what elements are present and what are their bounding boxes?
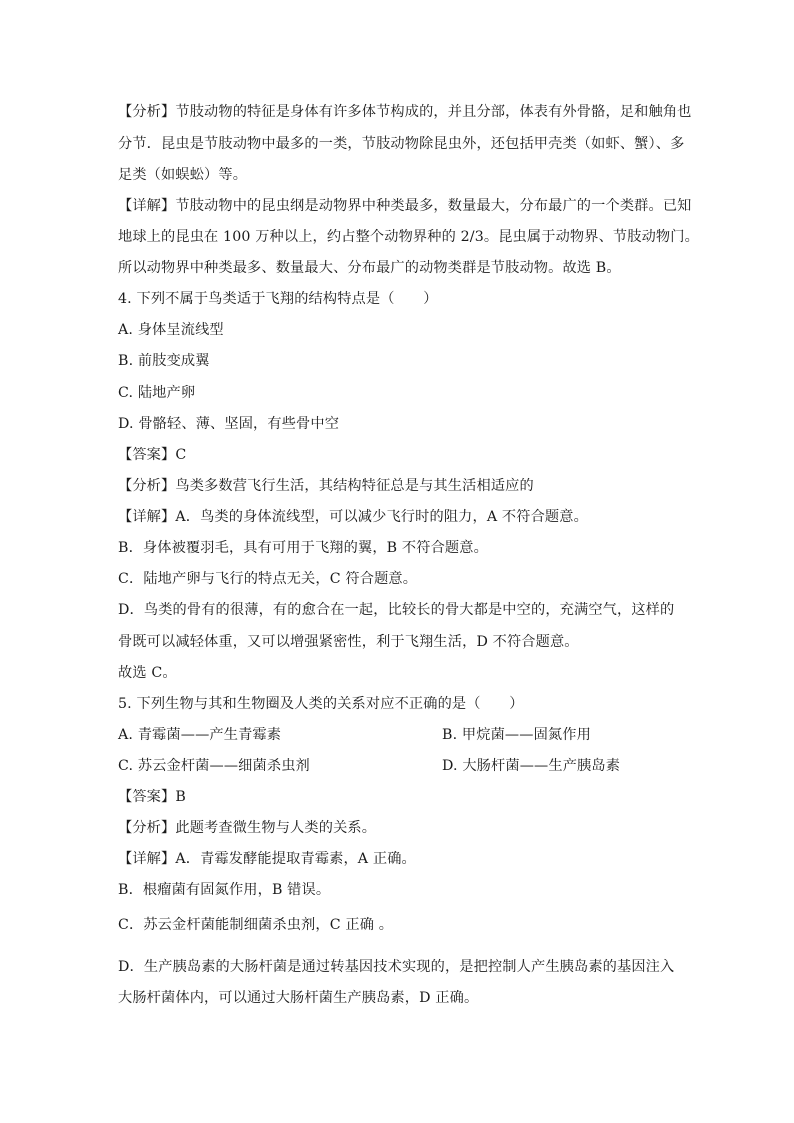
- text-line: 足类（如蜈蚣）等。: [118, 167, 248, 183]
- option-b: B. 甲烷菌——固氮作用: [442, 727, 591, 743]
- detail-line: 【详解】A．鸟类的身体流线型，可以减少飞行时的阻力，A 不符合题意。: [118, 509, 588, 525]
- detail-line: D．生产胰岛素的大肠杆菌是通过转基因技术实现的，是把控制人产生胰岛素的基因注入: [118, 959, 675, 975]
- text-line: 【分析】节肢动物的特征是身体有许多体节构成的，并且分部，体表有外骨骼，足和触角也: [118, 104, 692, 120]
- detail-line: 【详解】A．青霉发酵能提取青霉素，A 正确。: [118, 851, 416, 867]
- option-a: A. 身体呈流线型: [118, 322, 224, 338]
- text-line: 地球上的昆虫在 100 万种以上，约占整个动物界种的 2/3。昆虫属于动物界、节肢动物门。: [118, 229, 699, 245]
- text-line: 【详解】节肢动物中的昆虫纲是动物界中种类最多，数量最大，分布最广的一个类群。已知: [118, 198, 692, 214]
- answer-line: 【答案】B: [118, 789, 186, 805]
- text-line: 所以动物界中种类最多、数量最大、分布最广的动物类群是节肢动物。故选 B。: [118, 260, 621, 276]
- detail-line: 骨既可以减轻体重，又可以增强紧密性，利于飞翔生活，D 不符合题意。: [118, 634, 579, 650]
- question-5: 5. 下列生物与其和生物圈及人类的关系对应不正确的是（ ）: [118, 696, 524, 712]
- detail-line: C．陆地产卵与飞行的特点无关，C 符合题意。: [118, 571, 418, 587]
- conclusion-line: 故选 C。: [118, 665, 177, 681]
- option-c: C. 苏云金杆菌——细菌杀虫剂: [118, 758, 310, 774]
- analysis-line: 【分析】此题考查微生物与人类的关系。: [118, 820, 377, 836]
- question-4: 4. 下列不属于鸟类适于飞翔的结构特点是（ ）: [118, 291, 438, 307]
- detail-line: 大肠杆菌体内，可以通过大肠杆菌生产胰岛素，D 正确。: [118, 990, 479, 1006]
- option-b: B. 前肢变成翼: [118, 353, 210, 369]
- answer-line: 【答案】C: [118, 447, 187, 463]
- text-line: 分节．昆虫是节肢动物中最多的一类，节肢动物除昆虫外，还包括甲壳类（如虾、蟹）、多: [118, 136, 685, 152]
- option-c: C. 陆地产卵: [118, 385, 196, 401]
- detail-line: B．身体被覆羽毛，具有可用于飞翔的翼，B 不符合题意。: [118, 540, 488, 556]
- analysis-line: 【分析】鸟类多数营飞行生活，其结构特征总是与其生活相适应的: [118, 478, 534, 494]
- option-d: D. 大肠杆菌——生产胰岛素: [442, 758, 621, 774]
- detail-line: D．鸟类的骨有的很薄，有的愈合在一起，比较长的骨大都是中空的，充满空气，这样的: [118, 602, 675, 618]
- detail-line: C．苏云金杆菌能制细菌杀虫剂，C 正确 。: [118, 917, 394, 933]
- option-d: D. 骨骼轻、薄、坚固，有些骨中空: [118, 416, 340, 432]
- option-a: A. 青霉菌——产生青霉素: [118, 727, 282, 743]
- detail-line: B．根瘤菌有固氮作用，B 错误。: [118, 882, 331, 898]
